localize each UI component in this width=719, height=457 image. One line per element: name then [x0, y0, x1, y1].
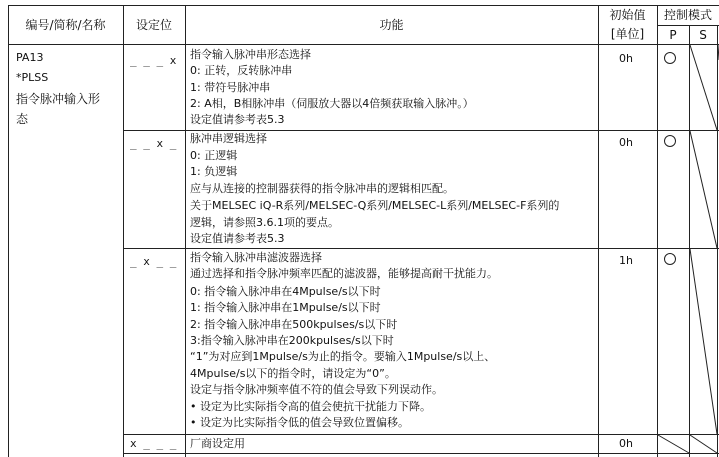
row2-function-line4: 应与从连接的控制器获得的指令脉冲串的逻辑相匹配。 — [190, 182, 454, 195]
row4-initial-value: 0h — [619, 437, 633, 450]
parameter-abbr: *PLSS — [16, 71, 49, 84]
header-function: 功能 — [379, 18, 404, 32]
row1-function-line3: 1: 带符号脉冲串 — [190, 81, 271, 94]
row2-function-line2: 0: 正逻辑 — [190, 149, 238, 162]
header-mode-p: P — [669, 28, 677, 42]
row4-p-diagonal — [658, 435, 689, 453]
row1-function-line1: 指令输入脉冲串形态选择 — [190, 48, 311, 61]
header-setting-digit: 设定位 — [135, 18, 172, 32]
row3-function-line2: 通过选择和指令脉冲频率匹配的滤波器，能够提高耐干扰能力。 — [190, 267, 498, 280]
row2-function-line1: 脉冲串逻辑选择 — [190, 132, 267, 145]
row3-initial-value: 1h — [619, 254, 633, 267]
row3-function-line8: 4Mpulse/s以下的指令时，请设定为“0”。 — [190, 367, 396, 380]
row3-function-line5: 2: 指令输入脉冲串在500kpulses/s以下时 — [190, 318, 398, 331]
row3-function-line4: 1: 指令输入脉冲串在1Mpulse/s以下时 — [190, 301, 381, 314]
header-id-name: 编号/简称/名称 — [25, 18, 106, 32]
row3-function-line6: 3:指令输入脉冲串在200kpulses/s以下时 — [190, 334, 394, 347]
parameter-code: PA13 — [16, 51, 44, 64]
row3-function-line9: 设定与指令脉冲频率值不符的值会导致下列误动作。 — [190, 383, 443, 396]
row3-s-diagonal — [690, 249, 717, 434]
parameter-name-line2: 态 — [16, 112, 29, 126]
row2-s-diagonal — [690, 131, 717, 248]
header-control-mode: 控制模式 — [664, 8, 713, 22]
row2-function-line7: 设定值请参考表5.3 — [190, 232, 285, 245]
row3-function-line3: 0: 指令输入脉冲串在4Mpulse/s以下时 — [190, 285, 381, 298]
row4-s-diagonal — [690, 435, 717, 453]
row1-initial-value: 0h — [619, 52, 633, 65]
row2-function-line5: 关于MELSEC iQ-R系列/MELSEC-Q系列/MELSEC-L系列/MELSEC-F系列的 — [190, 199, 560, 212]
row4-setting-digit: x _ _ _ — [130, 437, 177, 450]
row3-function-line1: 指令输入脉冲串滤波器选择 — [190, 251, 322, 264]
row2-function-line3: 1: 负逻辑 — [190, 165, 238, 178]
row1-s-diagonal — [690, 45, 717, 130]
header-mode-s: S — [699, 28, 707, 42]
header-initial-value: 初始值 — [609, 8, 646, 22]
row3-setting-digit: _ x _ _ — [130, 255, 177, 268]
row2-initial-value: 0h — [619, 136, 633, 149]
row2-setting-digit: _ _ x _ — [130, 137, 177, 150]
row4-function-line1: 厂商设定用 — [190, 437, 245, 450]
row3-function-line7: “1”为对应到1Mpulse/s为止的指令。要输入1Mpulse/s以上、 — [190, 350, 496, 363]
parameter-name-line1: 指令脉冲输入形 — [16, 92, 101, 106]
row3-function-line11: • 设定为比实际指令低的值会导致位置偏移。 — [190, 416, 409, 429]
row3-function-line10: • 设定为比实际指令高的值会使抗干扰能力下降。 — [190, 400, 431, 413]
row1-function-line4: 2: A相，B相脉冲串（伺服放大器以4倍频获取输入脉冲。） — [190, 97, 474, 110]
row1-function-line5: 设定值请参考表5.3 — [190, 113, 285, 126]
row1-function-line2: 0: 正转，反转脉冲串 — [190, 64, 293, 77]
header-initial-unit: [单位] — [610, 27, 645, 41]
row2-function-line6: 逻辑，请参照3.6.1项的要点。 — [190, 216, 339, 229]
row1-setting-digit: _ _ _ x — [130, 54, 177, 67]
